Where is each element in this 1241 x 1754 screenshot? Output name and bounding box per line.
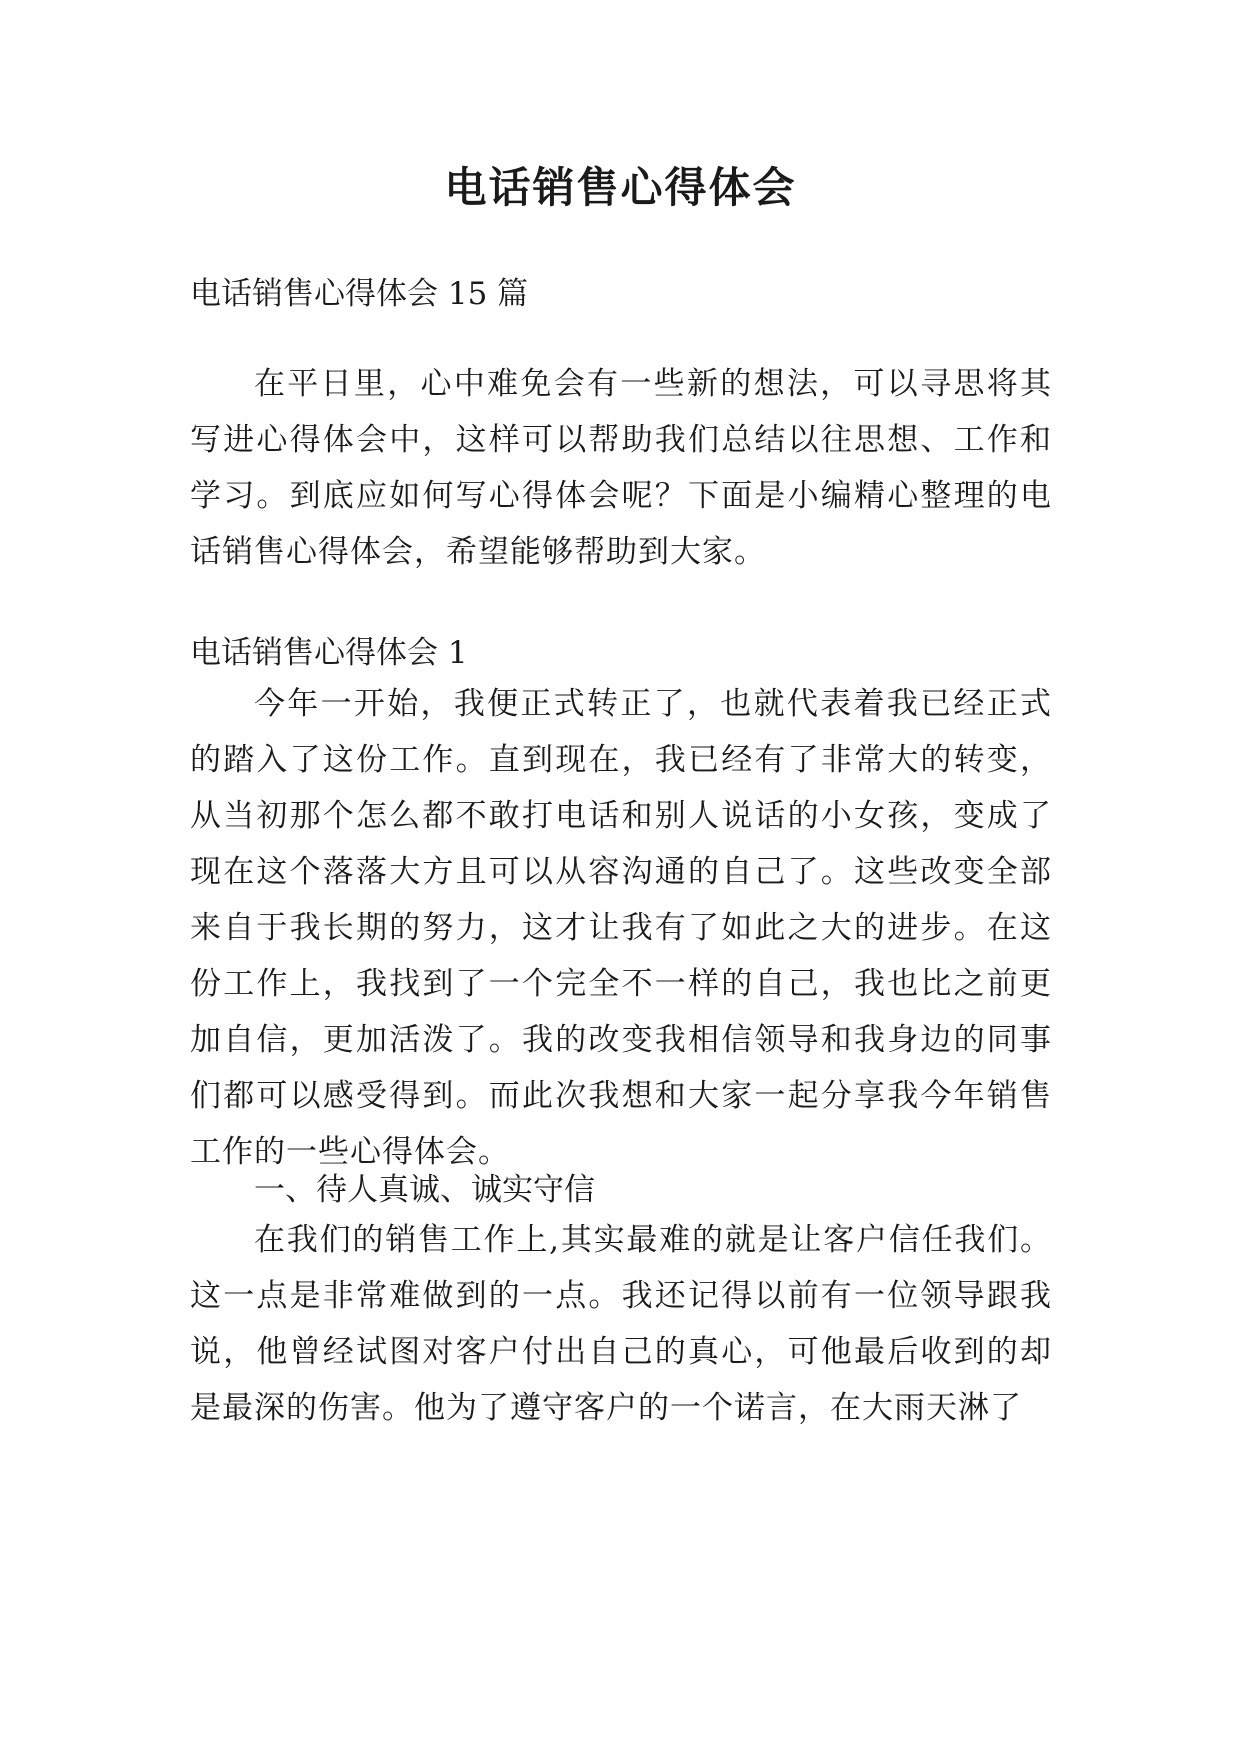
point1-paragraph: 在我们的销售工作上,其实最难的就是让客户信任我们。这一点是非常难做到的一点。我还记得以前有一位领导跟我说，他曾经试图对客户付出自己的真心，可他最后收到的却是最深的伤害。他为了遵守客户的一个诺言，在大雨天淋了 (190, 1222, 1052, 1426)
document-title: 电话销售心得体会 (444, 163, 797, 212)
section1-paragraph: 今年一开始，我便正式转正了，也就代表着我已经正式的踏入了这份工作。直到现在，我已经有了非常大的转变，从当初那个怎么都不敢打电话和别人说话的小女孩，变成了现在这个落落大方且可以从容沟通的自己了。这些改变全部来自于我长期的努力，这才让我有了如此之大的进步。在这份工作上，我找到了一个完全不一样的自己，我也比之前更加自信，更加活泼了。我的改变我相信领导和我身边的同事们都可以感受得到。而此次我想和大家一起分享我今年销售工作的一些心得体会。 (190, 686, 1052, 1170)
document-subtitle: 电话销售心得体会 15 篇 (190, 276, 529, 312)
intro-paragraph: 在平日里，心中难免会有一些新的想法，可以寻思将其写进心得体会中，这样可以帮助我们总结以往思想、工作和学习。到底应如何写心得体会呢？下面是小编精心整理的电话销售心得体会，希望能够帮助到大家。 (190, 366, 1052, 570)
section-heading: 电话销售心得体会 1 (190, 635, 468, 671)
point-heading: 一、待人真诚、诚实守信 (254, 1172, 595, 1208)
